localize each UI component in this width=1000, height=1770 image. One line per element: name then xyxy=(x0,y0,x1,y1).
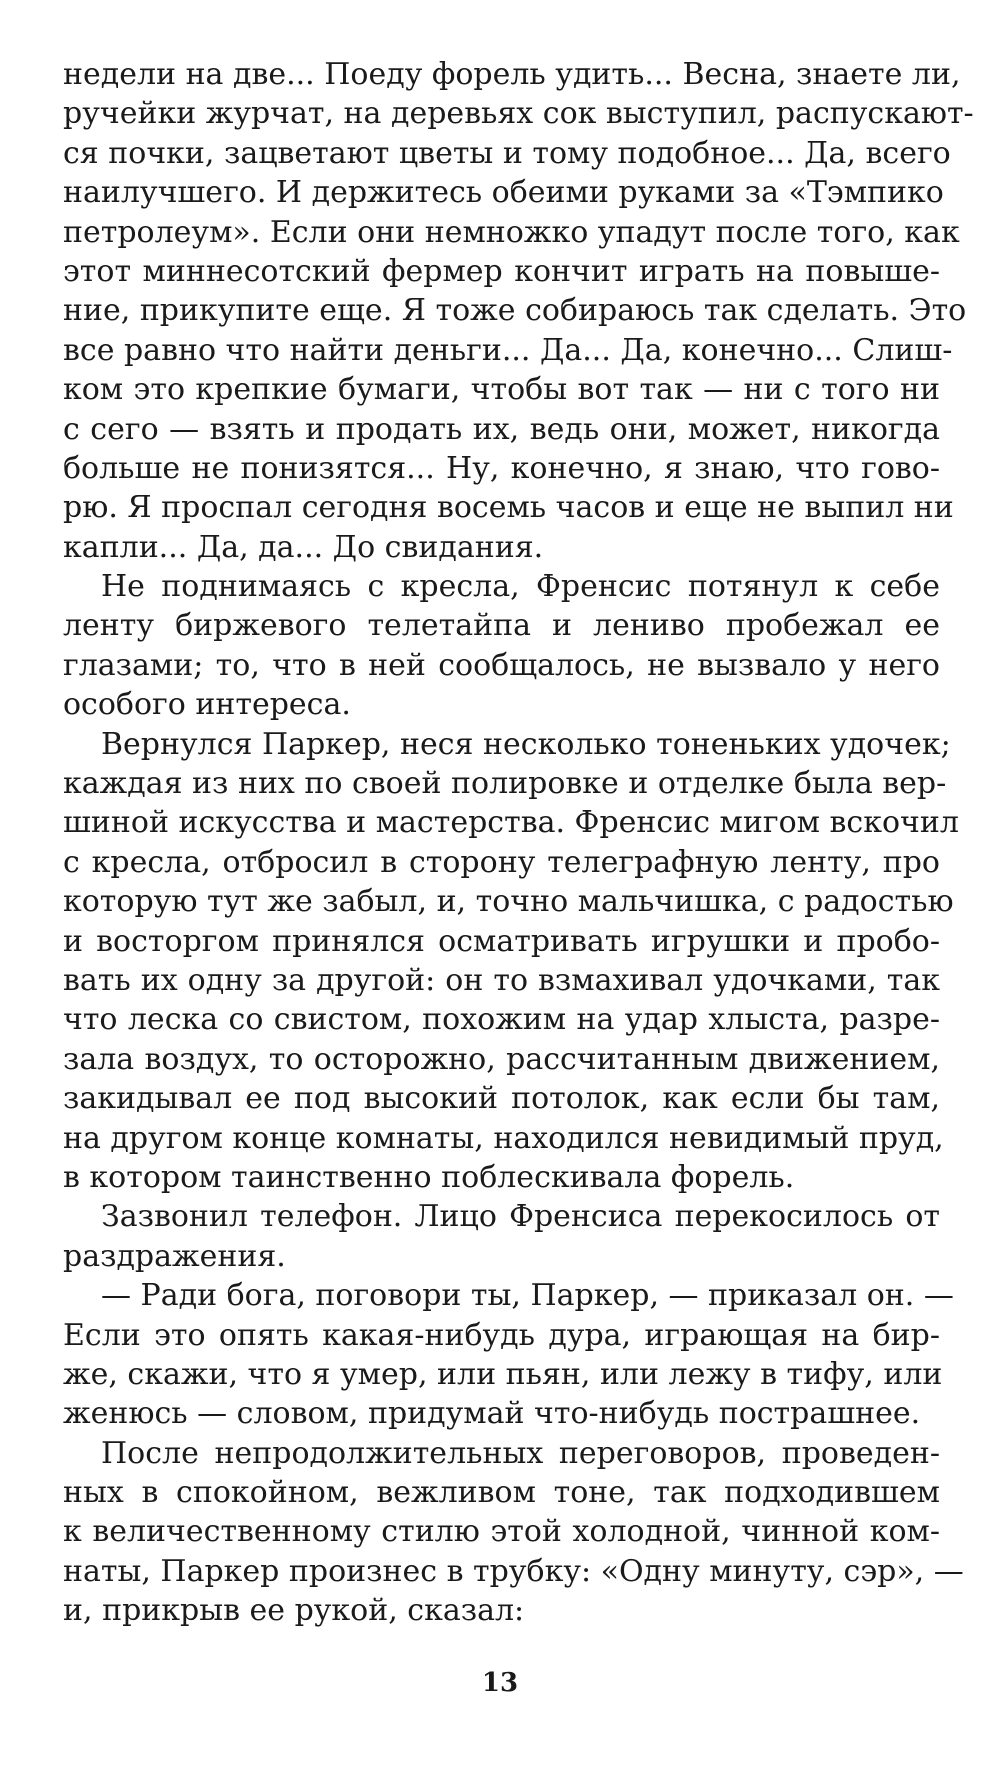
text-line: наты, Паркер произнес в трубку: «Одну минуту, сэр», — xyxy=(63,1553,964,1589)
text-line: же, скажи, что я умер, или пьян, или лежу в тифу, или xyxy=(63,1356,943,1392)
page-number: 13 xyxy=(481,1668,519,1698)
text-line: Не поднимаясь с кресла, Френсис потянул к себе xyxy=(101,569,940,605)
text-line: женюсь — словом, придумай что-нибудь пострашнее. xyxy=(63,1396,921,1432)
paragraph xyxy=(63,725,959,1198)
text-line: — Ради бога, поговори ты, Паркер, — приказал он. — xyxy=(101,1278,954,1314)
paragraph xyxy=(63,1276,954,1434)
text-line: этот миннесотский фермер кончит играть на повыше- xyxy=(63,253,940,289)
text-line: ных в спокойном, вежливом тоне, так подходившем xyxy=(63,1475,940,1511)
text-line: раздражения. xyxy=(63,1238,286,1274)
text-line: капли... Да, да... До свидания. xyxy=(63,529,544,565)
text-line: ленту биржевого телетайпа и лениво пробежал ее xyxy=(63,608,940,644)
text-line: ручейки журчат, на деревьях сок выступил, распускают- xyxy=(63,96,974,132)
paragraph xyxy=(63,55,974,567)
text-line: ся почки, зацветают цветы и тому подобное... Да, всего xyxy=(63,135,951,171)
text-line: каждая из них по своей полировке и отделке была вер- xyxy=(63,766,947,802)
text-line: на другом конце комнаты, находился невидимый пруд, xyxy=(63,1120,944,1156)
text-line: После непродолжительных переговоров, проведен- xyxy=(101,1435,940,1471)
paragraph xyxy=(63,1197,940,1276)
text-line: к величественному стилю этой холодной, чинной ком- xyxy=(63,1514,940,1550)
text-line: Зазвонил телефон. Лицо Френсиса перекосилось от xyxy=(101,1199,940,1235)
paragraph xyxy=(63,1434,964,1631)
text-line: и, прикрыв ее рукой, сказал: xyxy=(63,1593,525,1629)
text-line: которую тут же забыл, и, точно мальчишка, с радостью xyxy=(63,884,954,920)
text-line: с сего — взять и продать их, ведь они, может, никогда xyxy=(63,411,940,447)
page-body xyxy=(63,55,974,1631)
text-line: глазами; то, что в ней сообщалось, не вызвало у него xyxy=(63,647,940,683)
text-line: шиной искусства и мастерства. Френсис мигом вскочил xyxy=(63,805,959,841)
paragraph xyxy=(63,567,940,725)
text-line: рю. Я проспал сегодня восемь часов и еще не выпил ни xyxy=(63,490,954,526)
text-line: с кресла, отбросил в сторону телеграфную ленту, про xyxy=(63,844,940,880)
text-line: ние, прикупите еще. Я тоже собираюсь так сделать. Это xyxy=(63,293,967,329)
text-line: в котором таинственно поблескивала форель. xyxy=(63,1159,795,1195)
text-line: зала воздух, то осторожно, рассчитанным движением, xyxy=(63,1041,940,1077)
text-line: наилучшего. И держитесь обеими руками за «Тэмпико xyxy=(63,175,944,211)
text-line: и восторгом принялся осматривать игрушки и пробо- xyxy=(63,923,940,959)
text-line: петролеум». Если они немножко упадут после того, как xyxy=(63,214,960,250)
text-line: ком это крепкие бумаги, чтобы вот так — ни с того ни xyxy=(63,372,940,408)
text-line: что леска со свистом, похожим на удар хлыста, разре- xyxy=(63,1002,940,1038)
text-line: недели на две... Поеду форель удить... Весна, знаете ли, xyxy=(63,57,961,92)
text-line: все равно что найти деньги... Да... Да, конечно... Слиш- xyxy=(63,332,953,368)
text-line: Если это опять какая-нибудь дура, играющая на бир- xyxy=(63,1317,940,1353)
text-line: особого интереса. xyxy=(63,687,351,723)
text-line: Вернулся Паркер, неся несколько тоненьких удочек; xyxy=(101,726,951,762)
text-line: больше не понизятся... Ну, конечно, я знаю, что гово- xyxy=(63,450,940,486)
text-line: закидывал ее под высокий потолок, как если бы там, xyxy=(63,1081,940,1117)
text-line: вать их одну за другой: он то взмахивал удочками, так xyxy=(63,962,940,998)
